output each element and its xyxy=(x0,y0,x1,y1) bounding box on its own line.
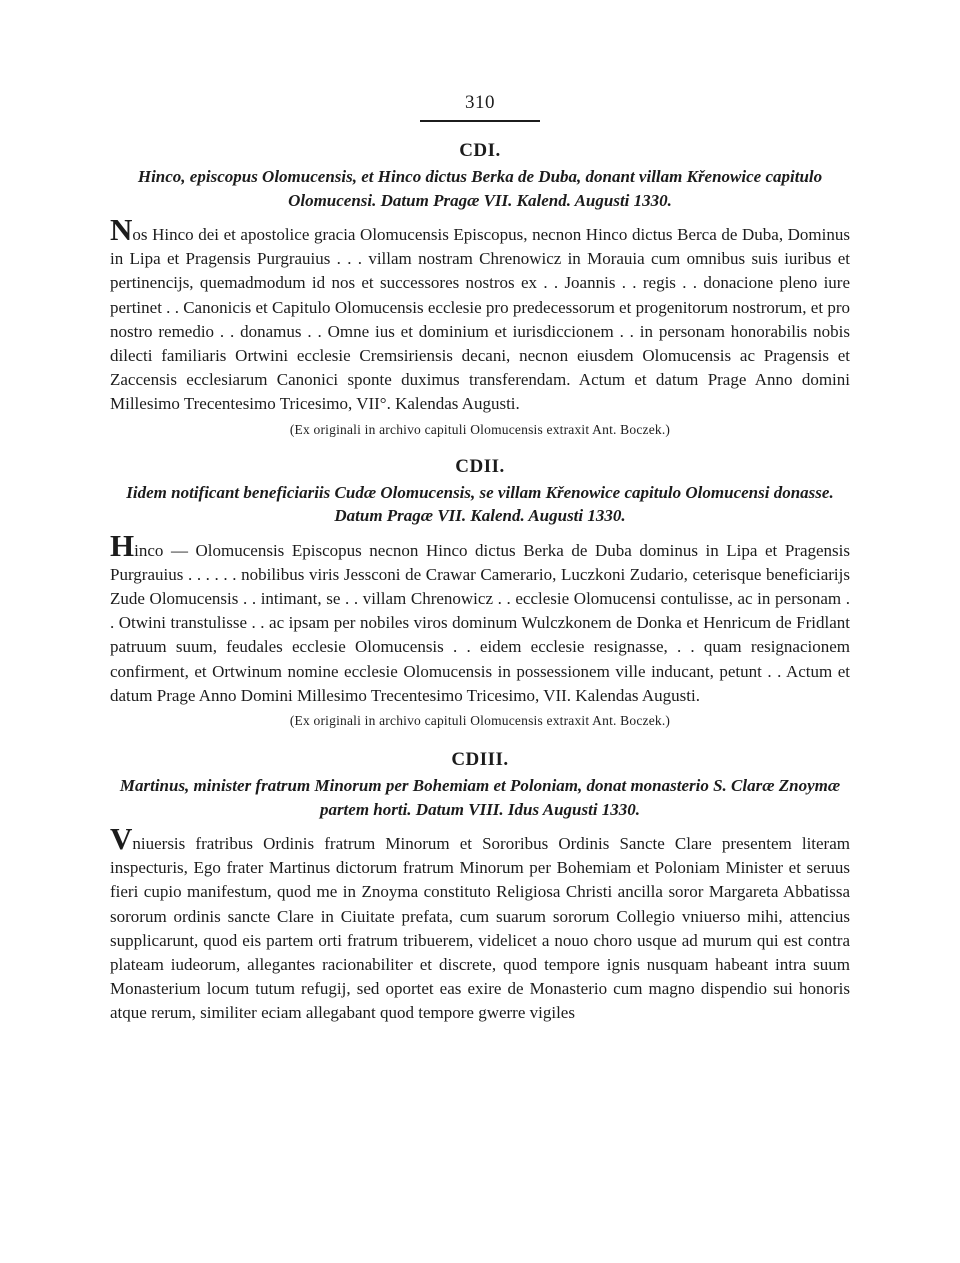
document-summary: Iidem notificant beneficiariis Cudæ Olomucensis, se villam Křenowice capitulo Olomucensi donasse. Datum Pragæ VII. Kalend. Augusti 1330. xyxy=(126,482,834,526)
document-body xyxy=(110,821,850,1026)
document-body xyxy=(110,212,850,417)
document-numeral: CDIII. xyxy=(451,749,509,771)
source-note: (Ex originali in archivo capituli Olomucensis extraxit Ant. Boczek.) xyxy=(289,713,671,729)
drop-initial: N xyxy=(110,212,133,247)
drop-initial: H xyxy=(110,527,135,563)
document-numeral: CDI. xyxy=(459,140,501,161)
document-text: inco — Olomucensis Episcopus necnon Hinco dictus Berka de Duba dominus in Lipa et Pragensis Purgrauius . . . . . . nobilibus viris Jessconi de Crawar Camerario, Luczkoni Zudario, ceterisque beneficiarijs Zude Olomucensis . . intimant, se . . villam Chrenowicz . . ecclesie Olomucensi contulisse, ac in personam . . Otwini transtulisse . . ac ipsam per nobiles viros dominum Wulczkonem de Donka et Henricum de Fridlant patruum suum, feudales ecclesie Olomucensis . . eidem ecclesie resignasse, . . quam resignacionem confirment, et Ortwinum nomine ecclesie Olomucensis in possessionem ville inducant, petunt . . Actum et datum Prage Anno Domini Millesimo Trecentesimo Tricesimo, VII. Kalendas Augusti. xyxy=(110,540,850,705)
document-text: niuersis fratribus Ordinis fratrum Minorum et Sororibus Ordinis Sancte Clare presentem literam inspecturis, Ego frater Martinus dictorum fratrum Minorum per Bohemiam et Poloniam Minister et seruus fieri cupio manifestum, quod me in Znoyma constituto Religiosa Christi ancilla soror Margareta Abbatissa sororum ordinis sancte Clare in Ciuitate prefata, cum suarum sororum Collegio vniuerso mihi, attencius supplicarunt, quod eis partem orti fratrum tribuerem, videlicet a nouo choro usque ad murum qui est contra plateam iudeorum, allegantes racionabiliter et discrete, quod tempore ignis nusquam habeant intra suum Monasterium locum tutum refugij, sed oportet eas exire de Monasterio cum magno dispendio sui honoris atque rerum, similiter eciam allegabant quod tempore gwerre vigiles xyxy=(110,834,850,1023)
document-summary: Hinco, episcopus Olomucensis, et Hinco dictus Berka de Duba, donant villam Křenowice capitulo Olomucensi. Datum Pragæ VII. Kalend. Augusti 1330. xyxy=(137,167,823,210)
document-cdiii xyxy=(110,747,850,1026)
document-summary: Martinus, minister fratrum Minorum per Bohemiam et Poloniam, donat monasterio S. Claræ Znoymæ partem horti. Datum VIII. Idus Augusti 1330. xyxy=(119,776,841,819)
document-text: os Hinco dei et apostolice gracia Olomucensis Episcopus, necnon Hinco dictus Berca de Duba, Dominus in Lipa et Pragensis Purgrauius . . . villam nostram Chrenowicz in Morauia cum omnibus suis iuribus et pertinencijs, quemadmodum id nos et successores nostros ex . . Joannis . . regis . . donacione pleno iure pertinet . . Canonicis et Capitulo Olomucensis ecclesie pro predecessorum et progenitorum nostrorum, et pro nostro remedio . . donamus . . Omne ius et dominium et iurisdiccionem . . in personam honorabilis nobis dilecti familiaris Ortwini ecclesie Cremsiriensis decani, necnon eiusdem Olomucensis ac Pragensis et Zaccensis ecclesiarum Canonici sponte duximus transferendam. Actum et datum Prage Anno domini Millesimo Trecentesimo Tricesimo, VII°. Kalendas Augusti. xyxy=(110,225,850,414)
document-cdii xyxy=(110,454,850,732)
document-cdi xyxy=(110,138,850,441)
document-numeral: CDII. xyxy=(455,455,505,477)
page-number: 310 xyxy=(465,92,495,113)
header-rule xyxy=(420,120,540,122)
document-body xyxy=(110,527,850,708)
section-gap xyxy=(110,732,850,747)
page-content xyxy=(110,138,850,1028)
section-gap xyxy=(110,441,850,454)
drop-initial: V xyxy=(110,821,133,857)
source-note: (Ex originali in archivo capituli Olomucensis extraxit Ant. Boczek.) xyxy=(289,421,671,437)
